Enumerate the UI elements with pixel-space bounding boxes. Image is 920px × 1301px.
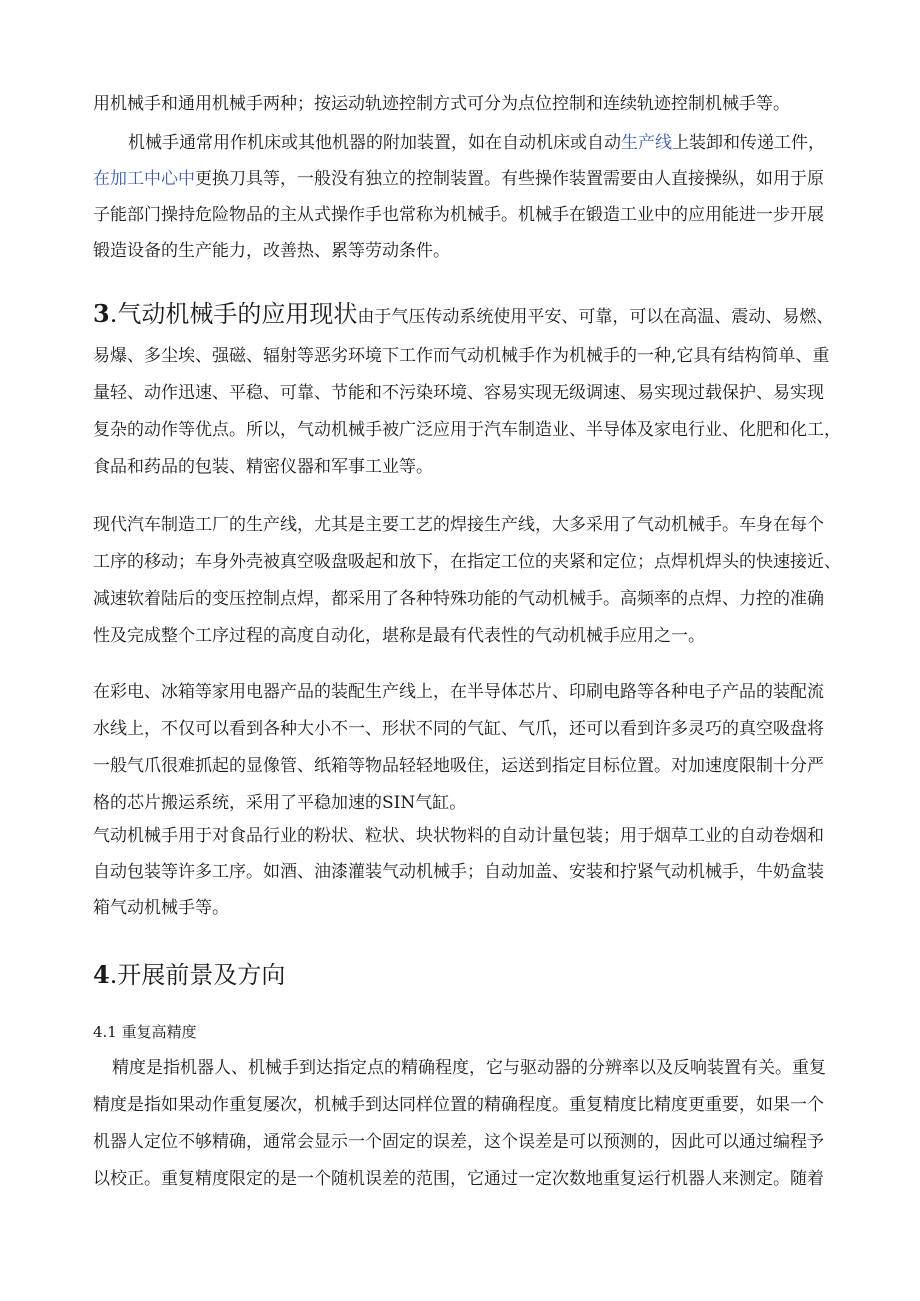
link-machining-center[interactable]: 在加工中心中 bbox=[93, 169, 195, 189]
paragraph-line: 格的芯片搬运系统，采用了平稳加速的SIN气缸。 bbox=[93, 793, 467, 813]
paragraph-line: 工序的移动；车身外壳被真空吸盘吸起和放下，在指定工位的夹紧和定位；点焊机焊头的快速接近、 bbox=[93, 552, 841, 572]
paragraph-line: 减速软着陆后的变压控制点焊，都采用了各种特殊功能的气动机械手。高频率的点焊、力控的准确 bbox=[93, 589, 824, 609]
paragraph-line: 量轻、动作迅速、平稳、可靠、节能和不污染环境、容易实现无级调速、易实现过载保护、易实现 bbox=[93, 383, 824, 403]
link-production-line[interactable]: 生产线 bbox=[621, 133, 672, 153]
section-4-heading bbox=[93, 958, 285, 992]
section-number: 4 bbox=[93, 960, 110, 989]
text-span: 更换刀具等，一般没有独立的控制装置。有些操作装置需要由人直接操纵，如用于原 bbox=[195, 169, 824, 189]
paragraph-line: 自动包装等许多工序。如酒、油漆灌装气动机械手；自动加盖、安装和拧紧气动机械手，牛奶盒装 bbox=[93, 862, 824, 882]
paragraph-line: 一般气爪很难抓起的显像管、纸箱等物品轻轻地吸住，运送到指定目标位置。对加速度限制十分严 bbox=[93, 756, 824, 776]
subsection-4-1-heading: 4.1 重复高精度 bbox=[93, 1023, 197, 1041]
section-title: .开展前景及方向 bbox=[109, 961, 286, 989]
paragraph-line: 复杂的动作等优点。所以，气动机械手被广泛应用于汽车制造业、半导体及家电行业、化肥和化工， bbox=[93, 420, 841, 440]
text-span: 机械手通常用作机床或其他机器的附加装置，如在自动机床或自动 bbox=[128, 133, 621, 153]
paragraph-line: 易爆、多尘埃、强磁、辐射等恶劣环境下工作而气动机械手作为机械手的一种,它具有结构简单、重 bbox=[93, 346, 830, 366]
paragraph-line bbox=[93, 169, 838, 189]
section-number: 3 bbox=[93, 299, 110, 328]
paragraph-line: 气动机械手用于对食品行业的粉状、粒状、块状物料的自动计量包装；用于烟草工业的自动卷烟和 bbox=[93, 826, 824, 846]
paragraph-line: 锻造设备的生产能力，改善热、累等劳动条件。 bbox=[93, 241, 450, 261]
section-3-heading bbox=[93, 300, 838, 331]
paragraph-line: 以校正。重复精度限定的是一个随机误差的范围，它通过一定次数地重复运行机器人来测定。随着 bbox=[93, 1169, 824, 1189]
paragraph-line: 机器人定位不够精确，通常会显示一个固定的误差，这个误差是可以预测的，因此可以通过编程予 bbox=[93, 1132, 824, 1152]
text-span: 上装卸和传递工件， bbox=[672, 133, 825, 153]
paragraph-line: 性及完成整个工序过程的高度自动化，堪称是最有代表性的气动机械手应用之一。 bbox=[93, 626, 705, 646]
paragraph-line: 水线上，不仅可以看到各种大小不一、形状不同的气缸、气爪，还可以看到许多灵巧的真空吸盘将 bbox=[93, 719, 824, 739]
paragraph-line: 箱气动机械手等。 bbox=[93, 898, 229, 918]
paragraph-line: 子能部门操持危险物品的主从式操作手也常称为机械手。机械手在锻造工业中的应用能进一步开展 bbox=[93, 205, 824, 225]
section-title: .气动机械手的应用现状 bbox=[109, 300, 358, 328]
paragraph-line: 用机械手和通用机械手两种；按运动轨迹控制方式可分为点位控制和连续轨迹控制机械手等。 bbox=[93, 94, 790, 114]
paragraph-line: 食品和药品的包装、精密仪器和军事工业等。 bbox=[93, 457, 433, 477]
paragraph-line: 在彩电、冰箱等家用电器产品的装配生产线上，在半导体芯片、印刷电路等各种电子产品的装配流 bbox=[93, 682, 824, 702]
paragraph-line: 精度是指机器人、机械手到达指定点的精确程度，它与驱动器的分辨率以及反响装置有关。重复 bbox=[112, 1058, 826, 1078]
paragraph-line: 精度是指如果动作重复屡次，机械手到达同样位置的精确程度。重复精度比精度更重要，如果一个 bbox=[93, 1095, 824, 1115]
paragraph-line: 现代汽车制造工厂的生产线，尤其是主要工艺的焊接生产线，大多采用了气动机械手。车身在每个 bbox=[93, 515, 824, 535]
text-span: 由于气压传动系统使用平安、可靠，可以在高温、震动、易燃、 bbox=[357, 307, 834, 327]
paragraph-line bbox=[128, 133, 873, 153]
